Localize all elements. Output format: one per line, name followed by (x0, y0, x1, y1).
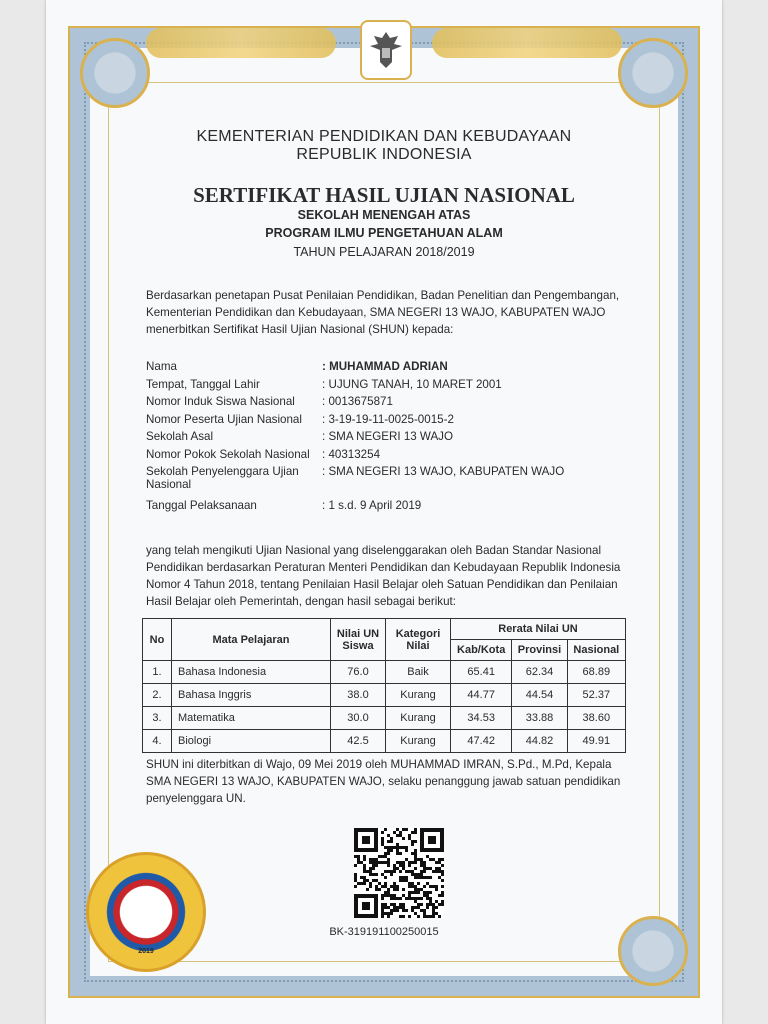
table-row (143, 707, 626, 730)
cell-no: 2. (143, 684, 172, 707)
info-value: : 1 s.d. 9 April 2019 (322, 499, 422, 512)
cell-no: 1. (143, 661, 172, 684)
intro-paragraph (146, 287, 626, 338)
cell-national: 52.37 (567, 684, 625, 707)
info-row-date (146, 499, 626, 517)
cell-no: 4. (143, 730, 172, 753)
info-value: : 0013675871 (322, 395, 393, 408)
certificate-title: SERTIFIKAT HASIL UJIAN NASIONAL (193, 183, 575, 207)
info-row-organizer (146, 465, 626, 499)
cell-province: 44.54 (512, 684, 567, 707)
info-label: Sekolah Asal (146, 430, 214, 443)
info-row-exam-number (146, 413, 626, 431)
academic-year: TAHUN PELAJARAN 2018/2019 (293, 245, 475, 259)
info-value: : 40313254 (322, 447, 381, 461)
header-score-line: Nilai UN (336, 627, 380, 640)
gold-ornament-right (432, 28, 622, 58)
cell-category: Kurang (386, 730, 451, 753)
cell-national: 49.91 (567, 730, 625, 753)
info-label: Nomor Peserta Ujian Nasional (146, 412, 302, 426)
cell-subject: Bahasa Inggris (172, 684, 331, 707)
qr-code-icon (354, 828, 444, 918)
info-label: Tanggal Pelaksanaan (146, 499, 257, 512)
table-row (143, 730, 626, 753)
cell-province: 44.82 (512, 730, 567, 753)
cell-national: 38.60 (567, 707, 625, 730)
closing-line: SMA NEGERI 13 WAJO, KABUPATEN WAJO, selaku penanggung jawab satuan pendidikan (146, 775, 621, 788)
body-line: Nomor 4 Tahun 2018, tentang Penilaian Hasil Belajar oleh Satuan Pendidikan dan Penilaian (146, 578, 618, 591)
info-row-npsn (146, 448, 626, 466)
header-category (386, 619, 451, 661)
header-average: Rerata Nilai UN (451, 619, 626, 640)
school-level: SEKOLAH MENENGAH ATAS (297, 208, 471, 222)
intro-line: Kementerian Pendidikan dan Kebudayaan, SMA NEGERI 13 WAJO, KABUPATEN WAJO (146, 306, 606, 319)
info-label: Nama (146, 360, 177, 373)
program-name: PROGRAM ILMU PENGETAHUAN ALAM (265, 226, 503, 240)
info-row-name (146, 360, 626, 378)
header-no: No (143, 619, 172, 661)
qr-code-text: BK-319191100250015 (329, 926, 439, 938)
cell-national: 68.89 (567, 661, 625, 684)
body-line: Pendidikan berdasarkan Peraturan Menteri Pendidikan dan Kebudayaan Republik Indonesia (146, 561, 621, 574)
info-label-line: Nasional (146, 478, 192, 491)
body-paragraph (146, 542, 626, 610)
closing-line: SHUN ini diterbitkan di Wajo, 09 Mei 2019 oleh MUHAMMAD IMRAN, S.Pd., M.Pd, Kepala (146, 758, 612, 771)
ministry-heading (46, 128, 722, 164)
header-subject: Mata Pelajaran (172, 619, 331, 661)
info-row-nisn (146, 395, 626, 413)
cell-category: Baik (386, 661, 451, 684)
table-header-row (143, 619, 626, 640)
cell-subject: Biologi (172, 730, 331, 753)
cell-category: Kurang (386, 684, 451, 707)
header-national: Nasional (567, 640, 625, 661)
info-label-line: Sekolah Penyelenggara Ujian (146, 465, 299, 478)
cell-subject: Bahasa Indonesia (172, 661, 331, 684)
cell-district: 65.41 (451, 661, 512, 684)
info-value: : 3-19-19-11-0025-0015-2 (322, 412, 454, 426)
body-line: yang telah mengikuti Ujian Nasional yang diselenggarakan oleh Badan Standar Nasional (146, 544, 602, 557)
closing-paragraph (146, 756, 626, 807)
header-province: Provinsi (512, 640, 567, 661)
exam-results-table (142, 618, 626, 753)
cell-district: 47.42 (451, 730, 512, 753)
cell-district: 34.53 (451, 707, 512, 730)
cell-subject: Matematika (172, 707, 331, 730)
info-label: Nomor Pokok Sekolah Nasional (146, 447, 310, 461)
cell-category: Kurang (386, 707, 451, 730)
cell-district: 44.77 (451, 684, 512, 707)
certificate-page (46, 0, 722, 1024)
ministry-line-2: REPUBLIK INDONESIA (296, 146, 472, 163)
ministry-line-1: KEMENTERIAN PENDIDIKAN DAN KEBUDAYAAN (196, 128, 572, 145)
intro-line: menerbitkan Sertifikat Hasil Ujian Nasional (SHUN) kepada: (146, 323, 454, 336)
header-district: Kab/Kota (451, 640, 512, 661)
info-value: : SMA NEGERI 13 WAJO (322, 430, 453, 443)
header-category-line: Nilai (406, 639, 430, 652)
table-row (143, 684, 626, 707)
info-label: Nomor Induk Siswa Nasional (146, 395, 295, 408)
cell-score: 42.5 (331, 730, 386, 753)
cell-province: 33.88 (512, 707, 567, 730)
seal-year: 2019 (138, 948, 154, 955)
cell-province: 62.34 (512, 661, 567, 684)
header-score-line: Siswa (342, 639, 374, 652)
intro-line: Berdasarkan penetapan Pusat Penilaian Pendidikan, Badan Penelitian dan Pengembangan, (146, 289, 620, 302)
info-value: : UJUNG TANAH, 10 MARET 2001 (322, 377, 502, 391)
info-row-school (146, 430, 626, 448)
body-line: Hasil Belajar oleh Pemerintah, dengan hasil sebagai berikut: (146, 595, 456, 608)
cell-score: 30.0 (331, 707, 386, 730)
gold-ornament-left (146, 28, 336, 58)
corner-medallion-top-left (80, 38, 150, 108)
table-row (143, 661, 626, 684)
info-value: : SMA NEGERI 13 WAJO, KABUPATEN WAJO (322, 465, 565, 478)
header-score (331, 619, 386, 661)
tut-wuri-handayani-seal-icon (86, 852, 206, 972)
info-label (146, 465, 322, 499)
header-category-line: Kategori (395, 627, 441, 640)
garuda-emblem-icon (360, 20, 412, 80)
student-info (146, 360, 626, 517)
closing-line: penyelenggara UN. (146, 792, 246, 805)
corner-medallion-top-right (618, 38, 688, 108)
cell-score: 38.0 (331, 684, 386, 707)
info-label: Tempat, Tanggal Lahir (146, 377, 260, 391)
cell-no: 3. (143, 707, 172, 730)
cell-score: 76.0 (331, 661, 386, 684)
info-row-birth (146, 378, 626, 396)
student-name: : MUHAMMAD ADRIAN (322, 360, 448, 373)
